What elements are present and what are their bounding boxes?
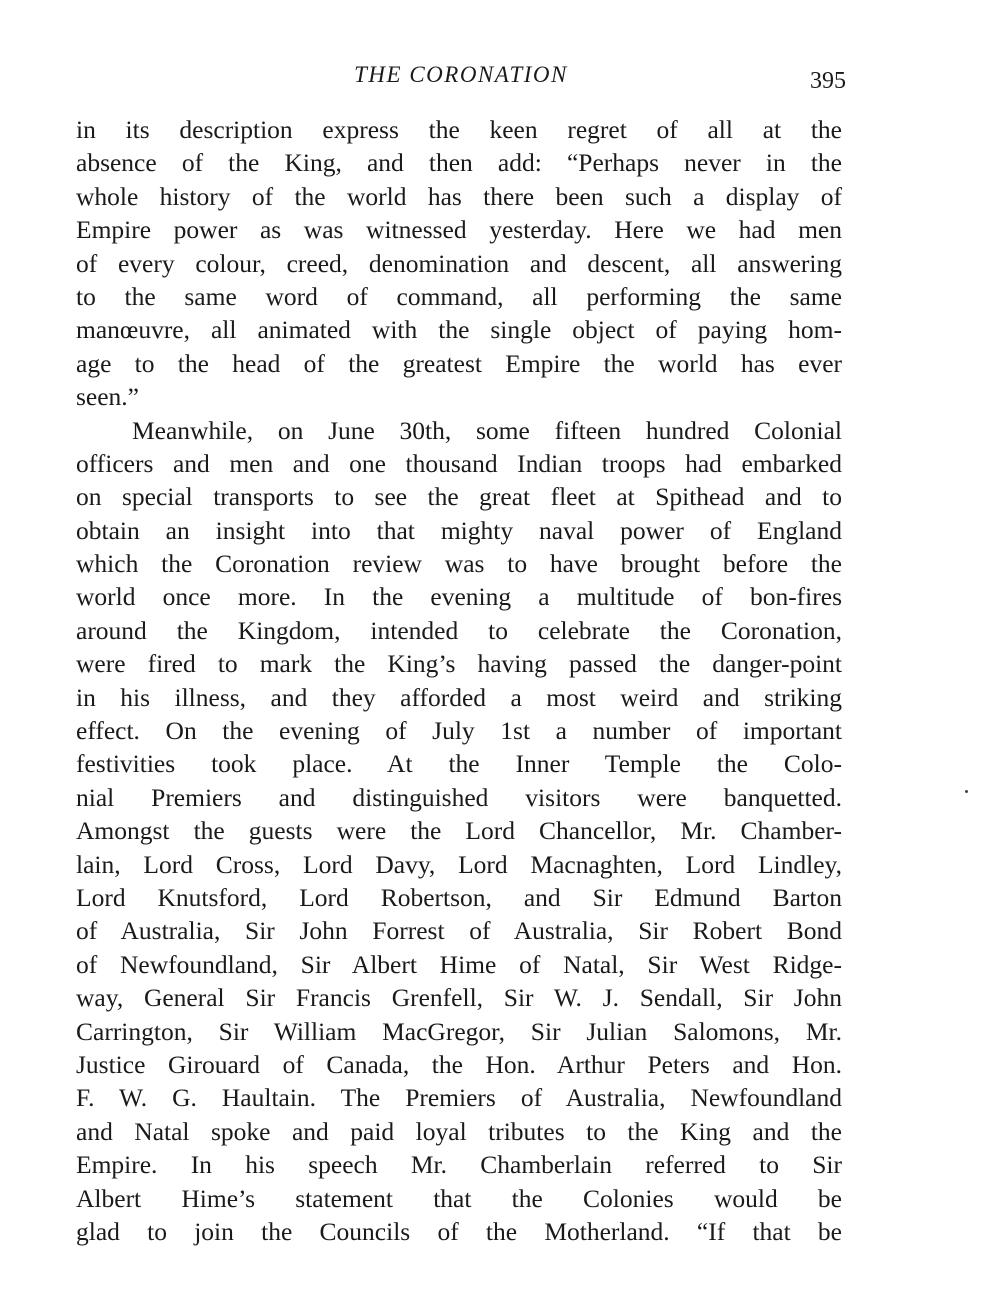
text-line: absence of the King, and then add: “Perhaps never in the [76,148,842,178]
text-line: and Natal spoke and paid loyal tributes to the King and the [76,1116,842,1146]
running-title: THE CORONATION [354,62,568,87]
text-line: Lord Knutsford, Lord Robertson, and Sir Edmund Barton [76,882,842,912]
text-line: festivities took place. At the Inner Temple the Colo- [76,749,842,779]
text-line: around the Kingdom, intended to celebrate the Coronation, [76,615,842,645]
text-line: manœuvre, all animated with the single object of paying hom- [76,315,842,345]
paragraph-first-line: Meanwhile, on June 30th, some fifteen hundred Colonial [132,415,842,445]
text-line: of Australia, Sir John Forrest of Australia, Sir Robert Bond [76,916,842,946]
text-line: nial Premiers and distinguished visitors were banquetted. [76,782,842,812]
text-line: officers and men and one thousand Indian troops had embarked [76,448,842,478]
text-line: were fired to mark the King’s having passed the danger-point [76,649,842,679]
text-line: whole history of the world has there been such a display of [76,181,842,211]
text-line: which the Coronation review was to have brought before the [76,549,842,579]
text-line: F. W. G. Haultain. The Premiers of Australia, Newfoundland [76,1083,842,1113]
print-speck [965,790,968,793]
text-line: of every colour, creed, denomination and descent, all answering [76,248,842,278]
text-line: world once more. In the evening a multitude of bon-fires [76,582,842,612]
text-line: Albert Hime’s statement that the Colonies would be [76,1183,842,1213]
body-text [76,113,842,1248]
text-line: glad to join the Councils of the Motherland. “If that be [76,1216,842,1246]
page-number: 395 [810,68,846,94]
text-line: age to the head of the greatest Empire the world has ever [76,348,842,378]
text-line: in his illness, and they afforded a most weird and striking [76,682,842,712]
text-line: Amongst the guests were the Lord Chancellor, Mr. Chamber- [76,816,842,846]
text-line: to the same word of command, all performing the same [76,281,842,311]
text-line: seen.” [76,382,140,412]
text-line: of Newfoundland, Sir Albert Hime of Natal, Sir West Ridge- [76,949,842,979]
text-line: effect. On the evening of July 1st a number of important [76,716,842,746]
text-line: Empire power as was witnessed yesterday. Here we had men [76,215,842,245]
running-head [76,60,846,96]
text-line: obtain an insight into that mighty naval power of England [76,515,842,545]
text-line: Justice Girouard of Canada, the Hon. Arthur Peters and Hon. [76,1049,842,1079]
text-line: lain, Lord Cross, Lord Davy, Lord Macnaghten, Lord Lindley, [76,849,842,879]
text-line: Carrington, Sir William MacGregor, Sir Julian Salomons, Mr. [76,1016,842,1046]
text-line: in its description express the keen regret of all at the [76,115,842,144]
text-line: on special transports to see the great fleet at Spithead and to [76,482,842,512]
text-line: Empire. In his speech Mr. Chamberlain referred to Sir [76,1150,842,1180]
text-line: way, General Sir Francis Grenfell, Sir W. J. Sendall, Sir John [76,983,842,1013]
